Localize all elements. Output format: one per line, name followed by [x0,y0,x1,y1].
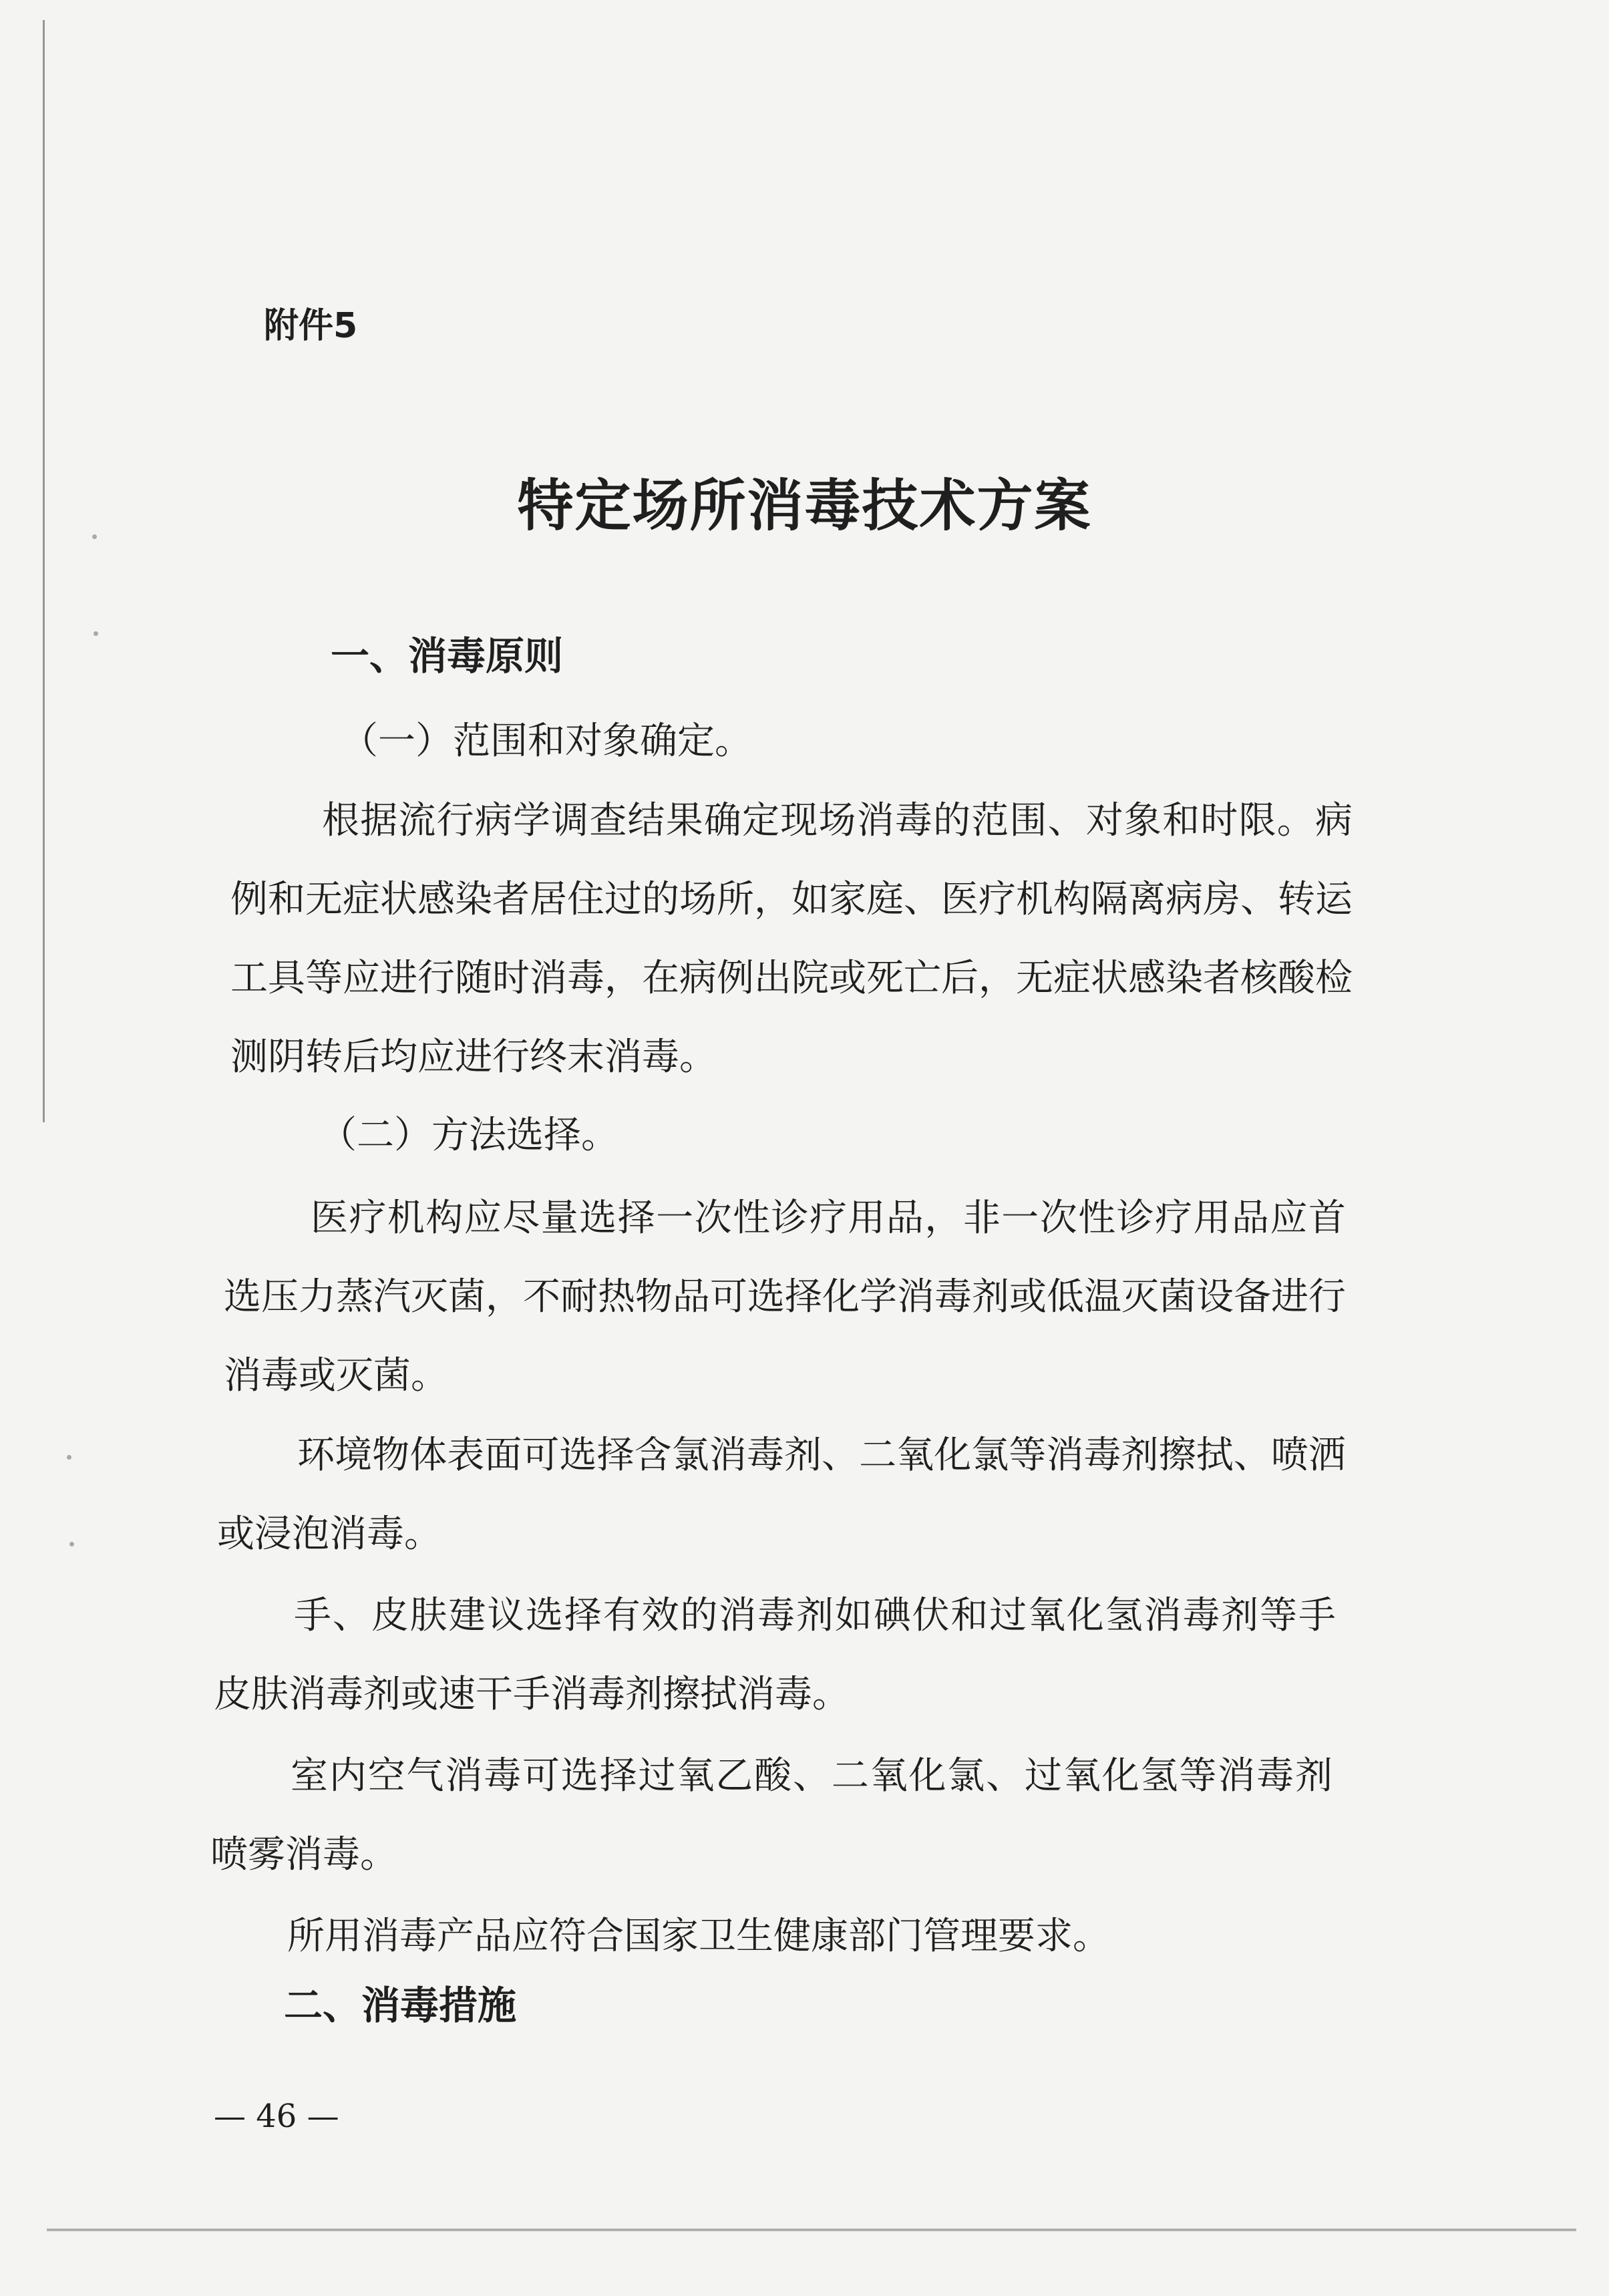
section-heading-2: 二、消毒措施 [284,1983,517,2028]
subsection-heading-1: （一）范围和对象确定。 [341,719,752,763]
section-heading-1: 一、消毒原则 [331,633,564,679]
page-number: — 46 — [214,2098,339,2135]
paragraph-surfaces: 环境物体表面可选择含氯消毒剂、二氧化氯等消毒剂擦拭、喷洒或浸泡消毒。 [217,1434,1346,1556]
scan-speck [69,1542,74,1546]
paragraph-medical-items: 医疗机构应尽量选择一次性诊疗用品，非一次性诊疗用品应首选压力蒸汽灭菌，不耐热物品可选择化学消毒剂或低温灭菌设备进行消毒或灭菌。 [224,1196,1346,1398]
paragraph-compliance: 所用消毒产品应符合国家卫生健康部门管理要求。 [287,1915,1110,1958]
scan-edge-left [43,20,45,1122]
attachment-label: 附件5 [264,306,358,346]
scan-edge-bottom [47,2229,1576,2231]
paragraph-scope: 根据流行病学调查结果确定现场消毒的范围、对象和时限。病例和无症状感染者居住过的场所，如家庭、医疗机构隔离病房、转运工具等应进行随时消毒，在病例出院或死亡后，无症状感染者核酸检测阴转后均应进行终末消毒。 [230,799,1353,1079]
subsection-heading-2: （二）方法选择。 [319,1114,618,1157]
scan-speck [67,1455,71,1460]
scan-speck [94,631,98,636]
document-title: 特定场所消毒技术方案 [517,473,1092,538]
paragraph-indoor-air: 室内空气消毒可选择过氧乙酸、二氧化氯、过氧化氢等消毒剂喷雾消毒。 [210,1754,1332,1876]
paragraph-hand-skin: 手、皮肤建议选择有效的消毒剂如碘伏和过氧化氢消毒剂等手皮肤消毒剂或速干手消毒剂擦拭消毒。 [214,1594,1336,1716]
